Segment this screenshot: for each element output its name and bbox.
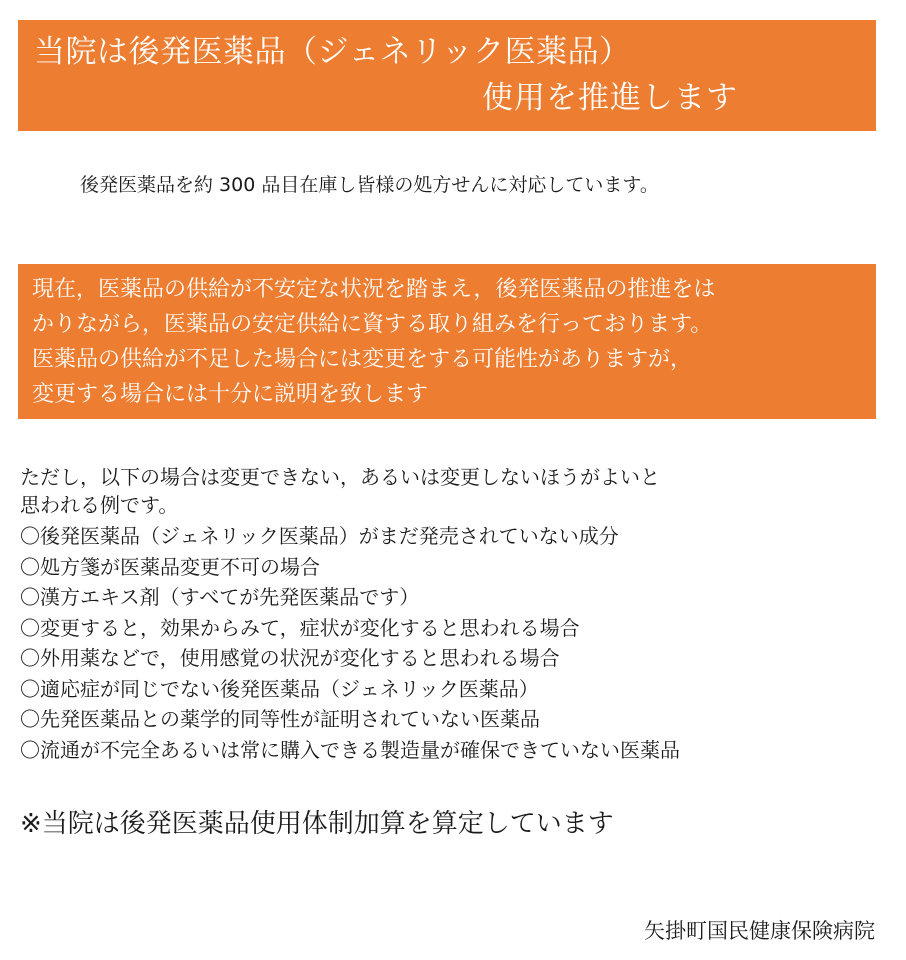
notice-line-2: かりながら，医薬品の安定供給に資する取り組みを行っております。 xyxy=(32,312,713,337)
hospital-name: 矢掛町国民健康保険病院 xyxy=(644,919,875,943)
conditions-list xyxy=(20,521,880,765)
list-item: 〇流通が不完全あるいは常に購入できる製造量が確保できていない医薬品 xyxy=(20,737,680,762)
conditions-intro-line-1: ただし，以下の場合は変更できない，あるいは変更しないほうがよいと xyxy=(20,465,660,489)
list-item: 〇適応症が同じでない後発医薬品（ジェネリック医薬品） xyxy=(20,676,539,701)
list-item: 〇漢方エキス剤（すべてが先発医薬品です） xyxy=(20,585,420,609)
notice-box xyxy=(18,264,876,419)
intro-text: 後発医薬品を約 300 品目在庫し皆様の処方せんに対応しています。 xyxy=(80,174,659,196)
notice-line-4: 変更する場合には十分に説明を致します xyxy=(32,382,429,407)
list-item: 〇処方箋が医薬品変更不可の場合 xyxy=(20,554,320,579)
conditions-section xyxy=(20,463,880,765)
title-banner xyxy=(18,20,876,131)
list-item: 〇後発医薬品（ジェネリック医薬品）がまだ発売されていない成分 xyxy=(20,524,619,548)
title-line-1: 当院は後発医薬品（ジェネリック医薬品） xyxy=(34,34,631,70)
list-item: 〇先発医薬品との薬学的同等性が証明されていない医薬品 xyxy=(20,707,540,731)
list-item: 〇外用薬などで，使用感覚の状況が変化すると思われる場合 xyxy=(20,646,560,670)
footnote: ※当院は後発医薬品使用体制加算を算定しています xyxy=(20,809,614,839)
notice-line-1: 現在，医薬品の供給が不安定な状況を踏まえ，後発医薬品の推進をは xyxy=(32,277,716,302)
notice-line-3: 医薬品の供給が不足した場合には変更をする可能性がありますが， xyxy=(32,347,693,372)
conditions-intro-line-2: 思われる例です。 xyxy=(20,493,179,517)
title-line-2: 使用を推進します xyxy=(482,80,738,116)
list-item: 〇変更すると，効果からみて，症状が変化すると思われる場合 xyxy=(20,615,580,640)
